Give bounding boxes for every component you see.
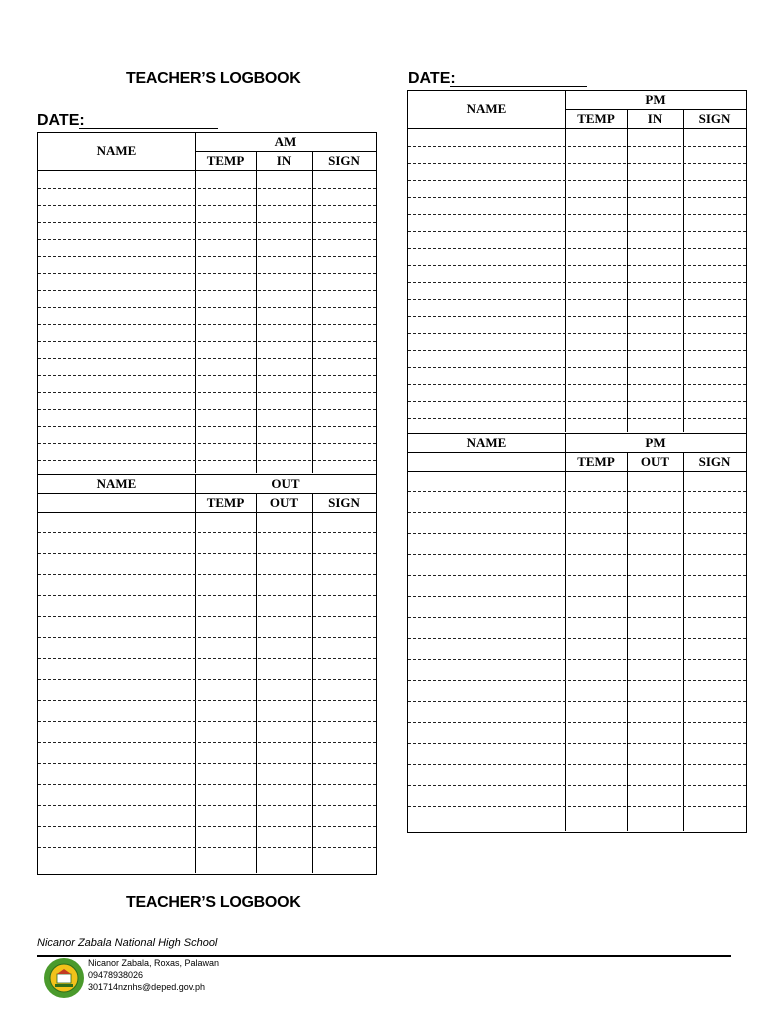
entry-row-line[interactable] (408, 180, 746, 181)
entry-row-line[interactable] (38, 290, 376, 291)
column-divider (312, 493, 313, 873)
entry-row-line[interactable] (38, 307, 376, 308)
am-temp-header: TEMP (206, 153, 245, 168)
entry-row-line[interactable] (38, 256, 376, 257)
pm-in-group-header: PM (645, 92, 666, 107)
entry-row-line[interactable] (408, 806, 746, 807)
pm-out-out-header: OUT (640, 454, 670, 469)
entry-row-line[interactable] (408, 764, 746, 765)
entry-row-line[interactable] (38, 341, 376, 342)
pm-in-sign-header: SIGN (698, 111, 731, 126)
entry-row-line[interactable] (408, 214, 746, 215)
out-log-table (37, 474, 377, 875)
entry-row-line[interactable] (38, 763, 376, 764)
entry-row-line[interactable] (38, 658, 376, 659)
pm-out-group-header: PM (645, 435, 666, 450)
entry-row-line[interactable] (408, 659, 746, 660)
entry-row-line[interactable] (38, 443, 376, 444)
entry-row-line[interactable] (38, 324, 376, 325)
out-sign-header: SIGN (328, 495, 360, 510)
entry-row-line[interactable] (38, 679, 376, 680)
pm-in-temp-header: TEMP (577, 111, 615, 126)
entry-row-line[interactable] (38, 553, 376, 554)
entry-row-line[interactable] (38, 392, 376, 393)
date-label-right: DATE: (408, 70, 456, 87)
pm-out-name-header: NAME (466, 435, 507, 450)
entry-row-line[interactable] (408, 533, 746, 534)
school-seal-icon (43, 957, 85, 999)
entry-row-line[interactable] (408, 282, 746, 283)
entry-row-line[interactable] (408, 701, 746, 702)
header-divider (38, 170, 376, 171)
school-name: Nicanor Zabala National High School (37, 937, 218, 949)
pm-out-log-table (407, 433, 747, 833)
entry-row-line[interactable] (408, 248, 746, 249)
out-name-header: NAME (96, 476, 137, 491)
header-divider (408, 471, 746, 472)
school-phone: 09478938026 (88, 970, 144, 980)
column-divider (312, 151, 313, 473)
entry-row-line[interactable] (408, 384, 746, 385)
page-title-bottom: TEACHER’S LOGBOOK (126, 894, 301, 911)
entry-row-line[interactable] (38, 222, 376, 223)
entry-row-line[interactable] (408, 265, 746, 266)
entry-row-line[interactable] (38, 358, 376, 359)
entry-row-line[interactable] (408, 596, 746, 597)
entry-row-line[interactable] (408, 350, 746, 351)
entry-row-line[interactable] (408, 333, 746, 334)
entry-row-line[interactable] (408, 299, 746, 300)
page-title-top: TEACHER’S LOGBOOK (126, 70, 301, 87)
entry-row-line[interactable] (408, 575, 746, 576)
entry-row-line[interactable] (408, 401, 746, 402)
out-group-header: OUT (271, 476, 300, 491)
entry-row-line[interactable] (408, 722, 746, 723)
entry-row-line[interactable] (38, 460, 376, 461)
entry-row-line[interactable] (408, 638, 746, 639)
pm-in-log-table (407, 90, 747, 434)
column-divider (565, 91, 566, 432)
entry-row-line[interactable] (38, 205, 376, 206)
entry-row-line[interactable] (408, 617, 746, 618)
entry-row-line[interactable] (38, 409, 376, 410)
date-line-right[interactable] (450, 86, 587, 87)
date-label-left: DATE: (37, 112, 85, 129)
entry-row-line[interactable] (38, 742, 376, 743)
am-group-header: AM (274, 134, 297, 149)
entry-row-line[interactable] (408, 743, 746, 744)
entry-row-line[interactable] (38, 532, 376, 533)
out-out-header: OUT (269, 495, 299, 510)
pm-out-sign-header: SIGN (698, 454, 731, 469)
header-divider (408, 128, 746, 129)
entry-row-line[interactable] (408, 367, 746, 368)
entry-row-line[interactable] (408, 680, 746, 681)
entry-row-line[interactable] (38, 188, 376, 189)
column-divider (195, 475, 196, 873)
entry-row-line[interactable] (38, 239, 376, 240)
column-divider (195, 133, 196, 473)
pm-in-name-header: NAME (466, 101, 507, 116)
entry-row-line[interactable] (38, 616, 376, 617)
entry-row-line[interactable] (408, 146, 746, 147)
entry-row-line[interactable] (408, 554, 746, 555)
am-sign-header: SIGN (328, 153, 360, 168)
out-temp-header: TEMP (206, 495, 245, 510)
entry-row-line[interactable] (38, 574, 376, 575)
entry-row-line[interactable] (408, 785, 746, 786)
header-divider (38, 493, 376, 494)
header-divider (195, 151, 376, 152)
footer-divider (37, 955, 731, 957)
column-divider (256, 493, 257, 873)
column-divider (627, 452, 628, 831)
entry-row-line[interactable] (38, 826, 376, 827)
column-divider (256, 151, 257, 473)
entry-row-line[interactable] (38, 700, 376, 701)
am-log-table (37, 132, 377, 475)
entry-row-line[interactable] (408, 163, 746, 164)
entry-row-line[interactable] (38, 784, 376, 785)
date-line-left[interactable] (79, 128, 218, 129)
entry-row-line[interactable] (38, 595, 376, 596)
column-divider (565, 434, 566, 831)
school-address: Nicanor Zabala, Roxas, Palawan (88, 958, 220, 968)
entry-row-line[interactable] (38, 273, 376, 274)
entry-row-line[interactable] (408, 512, 746, 513)
school-email[interactable]: 301714nznhs@deped.gov.ph (88, 982, 206, 992)
entry-row-line[interactable] (408, 491, 746, 492)
pm-in-in-header: IN (647, 111, 663, 126)
entry-row-line[interactable] (38, 375, 376, 376)
header-divider (565, 109, 746, 110)
entry-row-line[interactable] (408, 231, 746, 232)
column-divider (683, 452, 684, 831)
entry-row-line[interactable] (408, 418, 746, 419)
entry-row-line[interactable] (38, 805, 376, 806)
entry-row-line[interactable] (38, 426, 376, 427)
entry-row-line[interactable] (38, 637, 376, 638)
header-divider (38, 512, 376, 513)
am-in-header: IN (276, 153, 292, 168)
pm-out-temp-header: TEMP (577, 454, 615, 469)
entry-row-line[interactable] (38, 721, 376, 722)
entry-row-line[interactable] (408, 316, 746, 317)
am-name-header: NAME (96, 143, 137, 158)
entry-row-line[interactable] (38, 847, 376, 848)
header-divider (408, 452, 746, 453)
entry-row-line[interactable] (408, 197, 746, 198)
